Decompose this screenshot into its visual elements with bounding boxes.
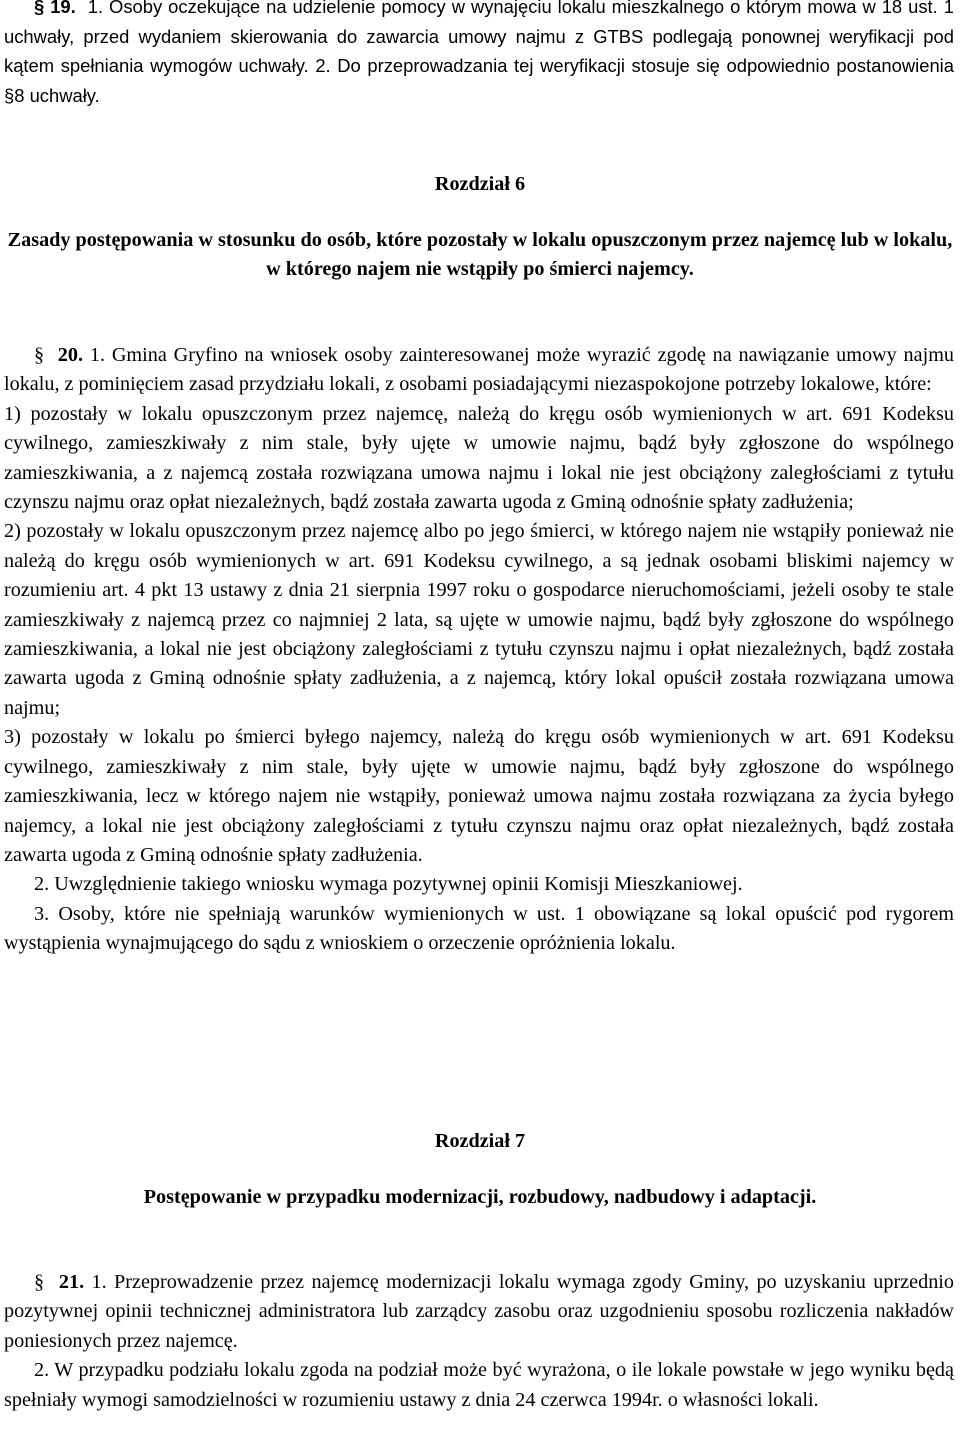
chapter-6-heading: Rozdział 6 [434, 173, 526, 195]
section-sign: § [34, 344, 45, 366]
chapter-7-heading: Rozdział 7 [434, 1130, 526, 1152]
section-sign: § [34, 1271, 45, 1293]
section-21-paragraph-2: 2. W przypadku podziału lokalu zgoda na podział może być wyrażona, o ile lokale powstałe w jego wyniku będą spełniały wymogi samodzielności w rozumieniu ustawy z dnia 24 czerwca 1994r. o własności lokali. [4, 1359, 954, 1411]
section-20-item-1: 1) pozostały w lokalu opuszczonym przez najemcę, należą do kręgu osób wymienionych w art. 691 Kodeksu cywilnego, zamieszkiwały z nim stale, były ujęte w umowie najmu, bądź były zgłoszone do wspólnego zamieszkiwania, a z najemcą została rozwiązana umowa najmu i lokal nie jest obciążony zaległościami z tytułu czynszu najmu oraz opłat niezależnych, bądź została zawarta ugoda z Gminą odnośnie spłaty zadłużenia; [4, 402, 954, 514]
section-21 [4, 1268, 954, 1415]
section-21-paragraph-1 [4, 1268, 954, 1356]
section-19-text-1: 1. Osoby oczekujące na udzielenie pomocy w wynajęciu lokalu mieszkalnego o którym mowa w 18 ust. 1 uchwały, przed wydaniem skierowania do zawarcia umowy najmu z GTBS podlegają ponownej weryfikacji pod kątem spełniania wymogów uchwały. [4, 0, 954, 76]
section-19-text-2: 2. Do przeprowadzania tej weryfikacji stosuje się odpowiednio postanowienia §8 uchwały. [4, 55, 954, 106]
section-20-intro-text: 1. Gmina Gryfino na wniosek osoby zainteresowanej może wyrazić zgodę na nawiązanie umowy najmu lokalu, z pominięciem zasad przydziału lokali, z osobami posiadającymi niezaspokojone potrzeby lokalowe, które: [4, 344, 955, 396]
section-20-number: 20. [57, 344, 84, 366]
chapter-7-title: Postępowanie w przypadku modernizacji, rozbudowy, nadbudowy i adaptacji. [143, 1186, 817, 1208]
chapter-6-title: Zasady postępowania w stosunku do osób, które pozostały w lokalu opuszczonym przez najemcę lub w lokalu, w którego najem nie wstąpiły po śmierci najemcy. [7, 229, 953, 281]
section-19-paragraph-1 [4, 0, 954, 110]
section-20 [4, 341, 954, 959]
section-21-number: 21. [58, 1271, 85, 1293]
section-20-paragraph-3: 3. Osoby, które nie spełniają warunków wymienionych w ust. 1 obowiązane są lokal opuścić pod rygorem wystąpienia wynajmującego do sądu z wnioskiem o orzeczenie opróżnienia lokalu. [4, 902, 954, 955]
section-20-paragraph-2: 2. Uwzględnienie takiego wniosku wymaga pozytywnej opinii Komisji Mieszkaniowej. [34, 873, 743, 896]
section-20-item-3: 3) pozostały w lokalu po śmierci byłego najemcy, należą do kręgu osób wymienionych w art. 691 Kodeksu cywilnego, zamieszkiwały z nim stale, były ujęte w umowie najmu, bądź były zgłoszone do wspólnego zamieszkiwania, lecz w którego najem nie wstąpiły, ponieważ umowa najmu została rozwiązana za życia byłego najemcy, a lokal nie jest obciążony zaległościami z tytułu czynszu najmu oraz opłat niezależnych, bądź została zawarta ugoda z Gminą odnośnie spłaty zadłużenia. [4, 726, 954, 866]
section-20-intro [4, 341, 954, 400]
section-19-number: 19. [50, 0, 76, 17]
section-19 [4, 0, 954, 110]
section-21-text-1: 1. Przeprowadzenie przez najemcę modernizacji lokalu wymaga zgody Gminy, po uzyskaniu uprzednio pozytywnej opinii technicznej administratora lub zarządcy zasobu oraz uzgodnieniu sposobu rozliczenia nakładów poniesionych przez najemcę. [4, 1271, 954, 1352]
section-20-item-2: 2) pozostały w lokalu opuszczonym przez najemcę albo po jego śmierci, w którego najem nie wstąpiły ponieważ nie należą do kręgu osób wymienionych w art. 691 Kodeksu cywilnego, a są jednak osobami bliskimi najemcy w rozumieniu art. 4 pkt 13 ustawy z dnia 21 sierpnia 1997 roku o gospodarce nieruchomościami, jeżeli osoby te stale zamieszkiwały z najemcą przez co najmniej 2 lata, są ujęte w umowie najmu, bądź były zgłoszone do wspólnego zamieszkiwania, a lokal nie jest obciążony zaległościami z tytułu czynszu najmu i opłat niezależnych, bądź została zawarta ugoda z Gminą odnośnie spłaty zadłużenia, a z najemcą, który lokal opuścił została rozwiązana umowa najmu; [4, 520, 954, 719]
section-sign: § [34, 0, 45, 17]
